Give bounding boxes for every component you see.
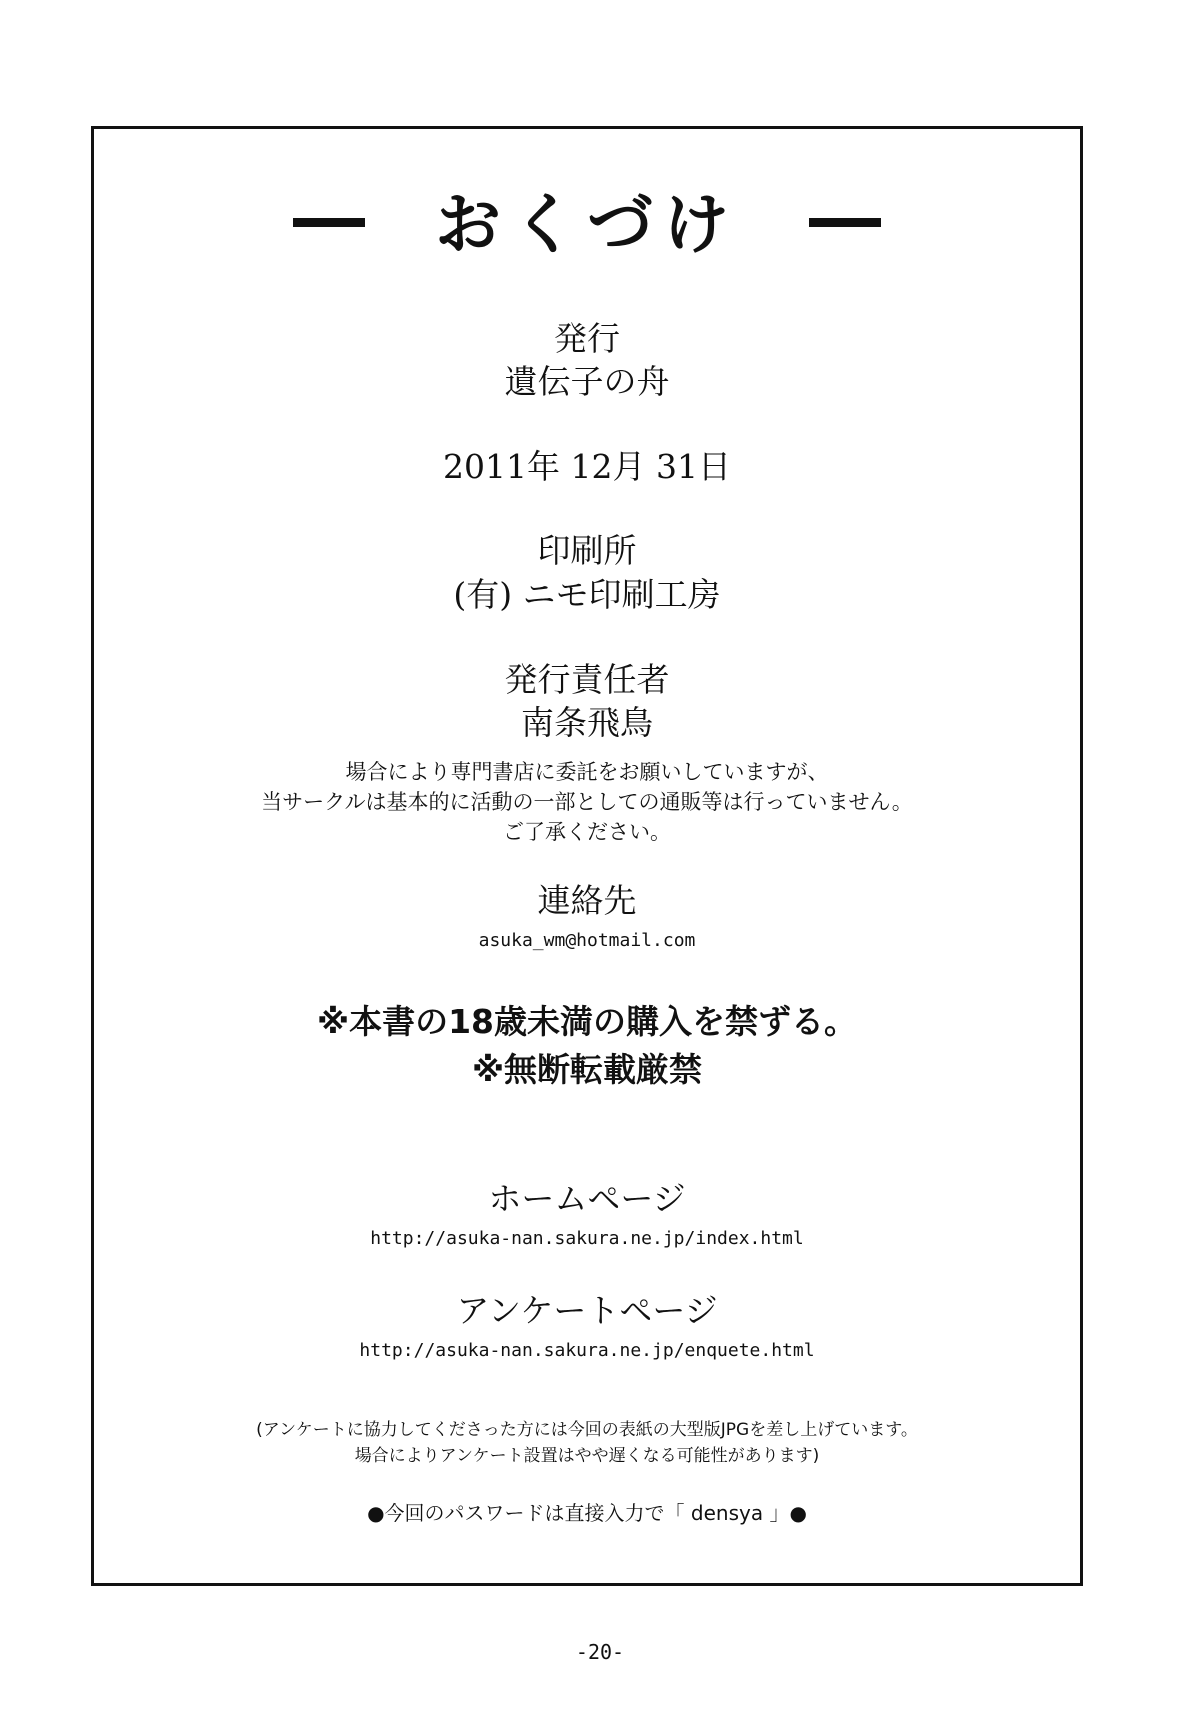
publisher-heading: 発行	[554, 319, 620, 358]
survey-url: http://asuka-nan.sakura.ne.jp/enquete.html	[359, 1340, 815, 1361]
age-restriction-warning: ※本書の18歳未満の購入を禁ずる。	[316, 1002, 857, 1041]
notice-line-1: 場合により専門書店に委託をお願いしていますが、	[345, 760, 829, 784]
title-left-dash	[293, 218, 365, 227]
survey-note-line-1: (アンケートに協力してくださった方には今回の表紙の大型版JPGを差し上げています。	[256, 1420, 918, 1440]
printer-name: (有) ニモ印刷工房	[453, 575, 721, 614]
page-title	[91, 180, 1083, 270]
responsible-heading: 発行責任者	[504, 660, 670, 699]
homepage-heading: ホームページ	[488, 1179, 686, 1218]
password-line: ●今回のパスワードは直接入力で「 densya 」●	[367, 1501, 807, 1525]
no-reprint-warning: ※無断転載厳禁	[471, 1050, 703, 1089]
homepage-url: http://asuka-nan.sakura.ne.jp/index.html	[370, 1228, 804, 1249]
contact-email: asuka_wm@hotmail.com	[478, 930, 696, 951]
title-right-dash	[809, 218, 881, 227]
notice-line-2: 当サークルは基本的に活動の一部としての通販等は行っていません。	[261, 790, 913, 814]
page-number: -20-	[575, 1640, 625, 1664]
printer-heading: 印刷所	[537, 531, 637, 570]
survey-heading: アンケートページ	[456, 1291, 718, 1330]
title-text: おくづけ	[435, 186, 739, 263]
publisher-name: 遺伝子の舟	[504, 362, 670, 401]
contact-heading: 連絡先	[537, 881, 637, 920]
responsible-name: 南条飛鳥	[521, 703, 653, 742]
survey-note-line-2: 場合によりアンケート設置はやや遅くなる可能性があります)	[354, 1446, 820, 1466]
publication-date: 2011年 12月 31日	[443, 447, 731, 486]
notice-line-3: ご了承ください。	[503, 820, 671, 844]
